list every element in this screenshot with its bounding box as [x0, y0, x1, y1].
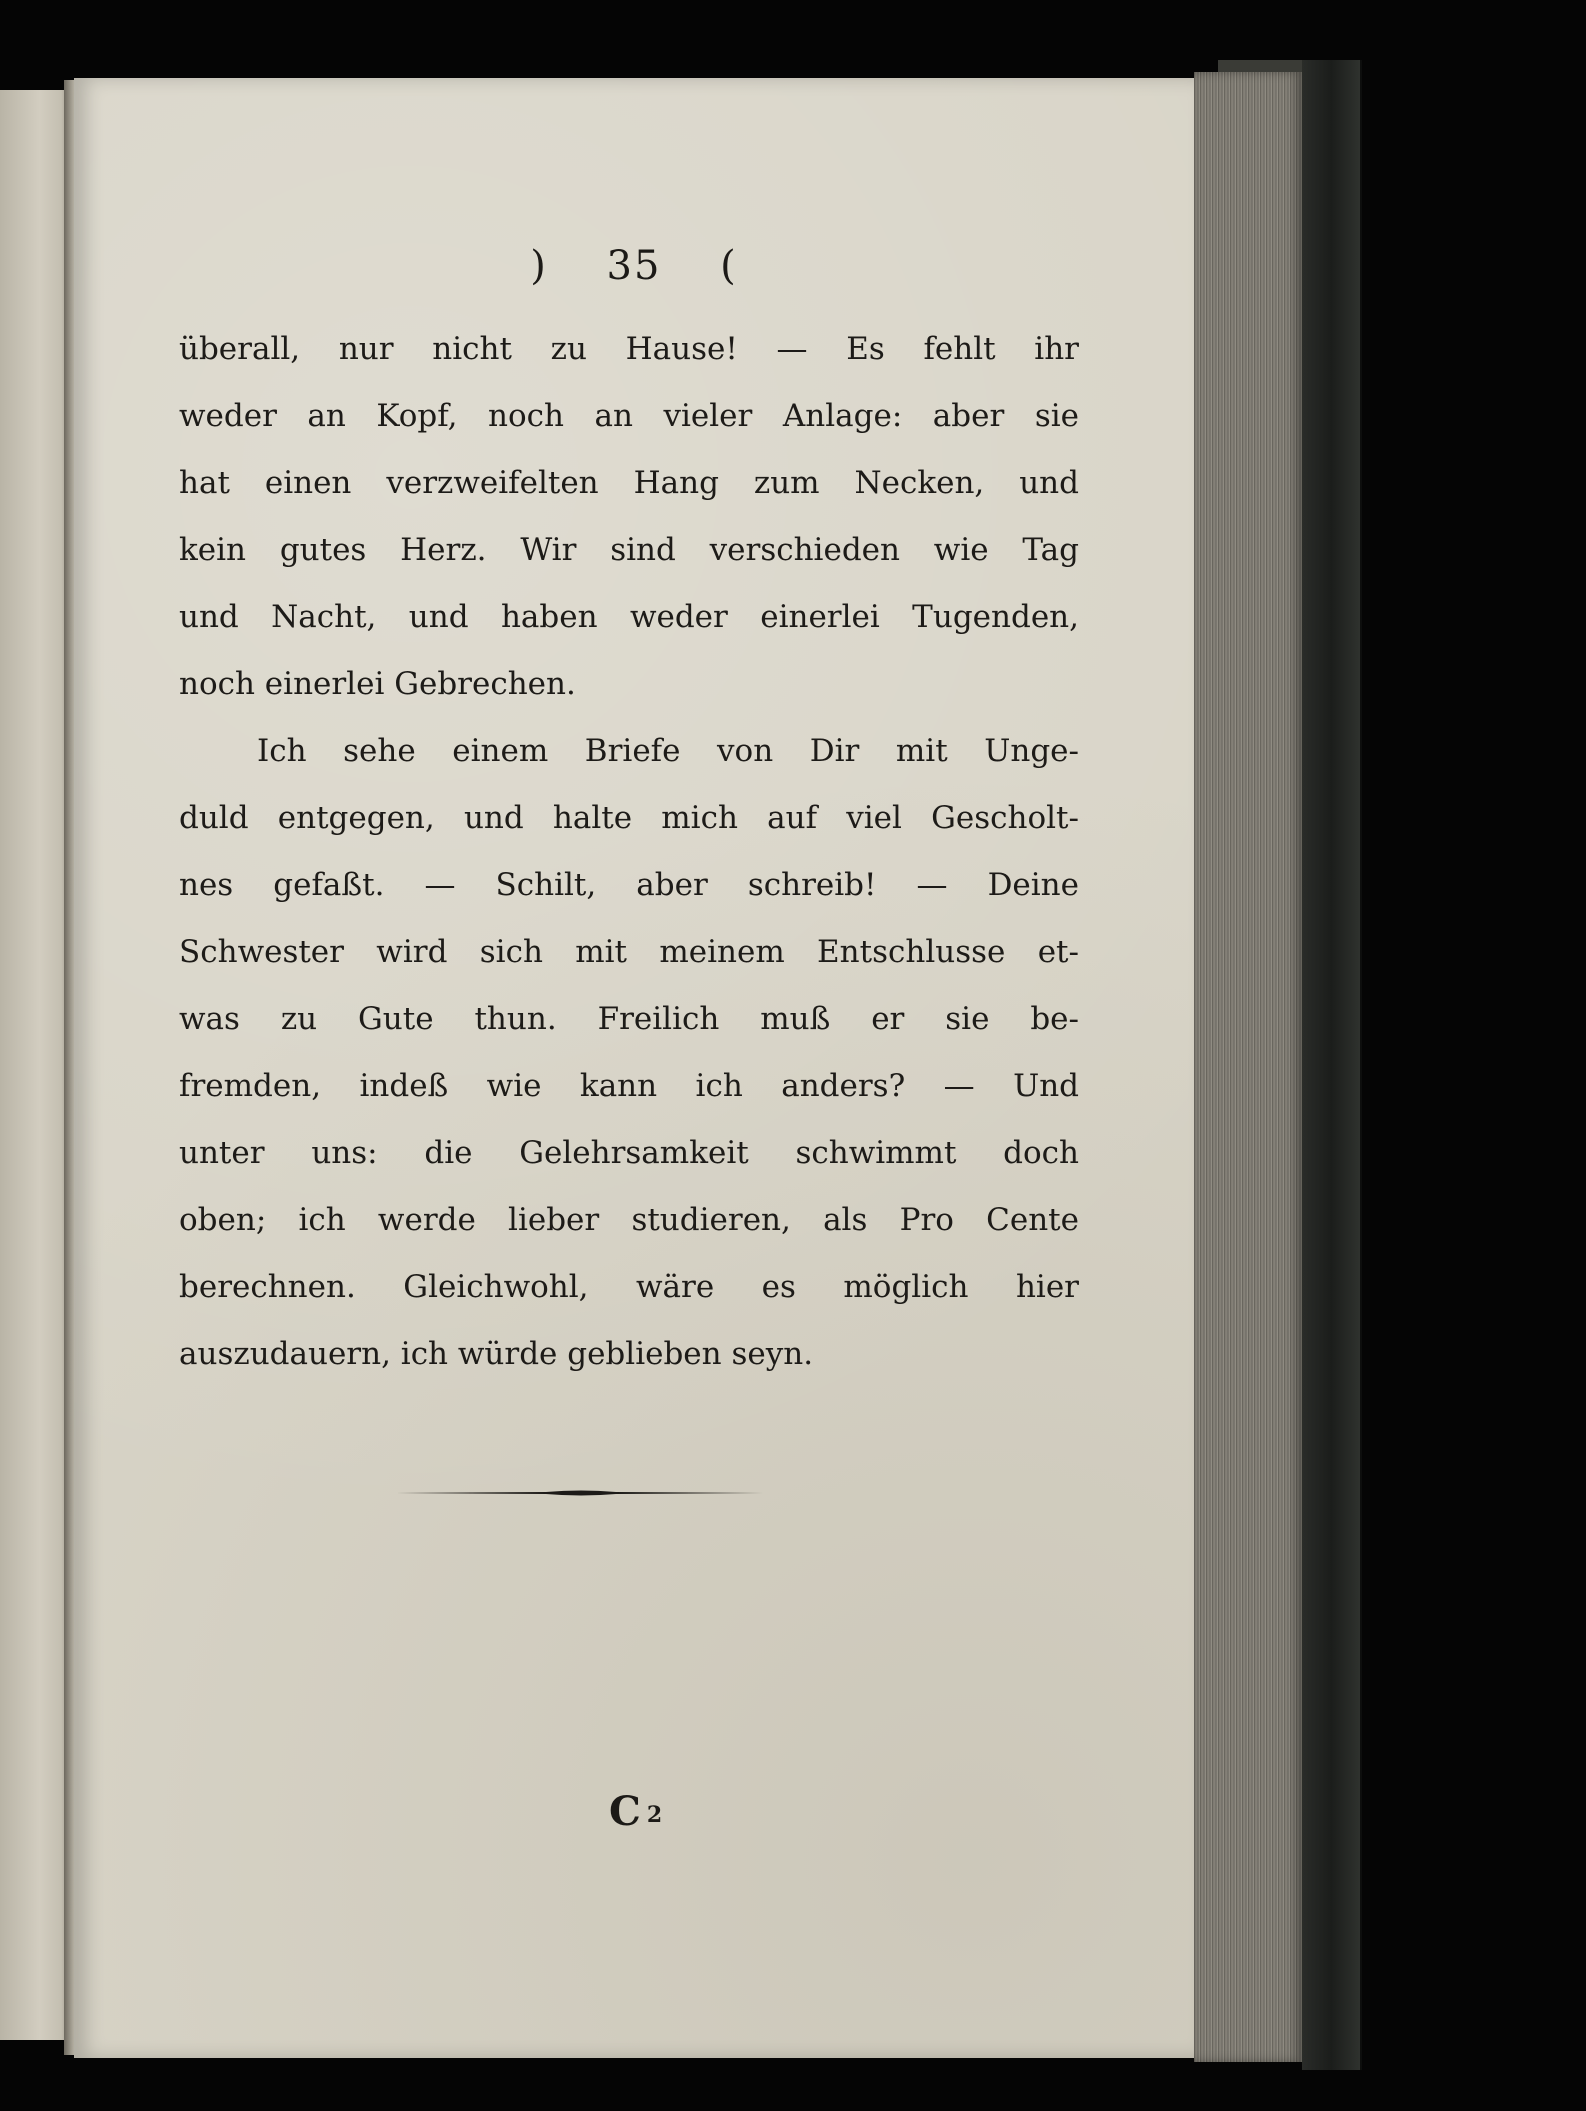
- text-line: unter uns: die Gelehrsamkeit schwimmt doch: [179, 1135, 1079, 1171]
- text-line: nes gefaßt. — Schilt, aber schreib! — Deine: [179, 867, 1079, 903]
- text-line: kein gutes Herz. Wir sind verschieden wie Tag: [179, 532, 1079, 568]
- text-line: oben; ich werde lieber studieren, als Pro Cente: [179, 1202, 1079, 1238]
- signature-number: 2: [646, 1802, 663, 1828]
- previous-page-edge: [0, 90, 72, 2040]
- paragraph-1: [179, 316, 1079, 718]
- book-page: [74, 78, 1194, 2058]
- signature-letter: C: [609, 1788, 641, 1835]
- text-line: und Nacht, und haben weder einerlei Tugenden,: [179, 599, 1079, 635]
- printer-signature-mark: [609, 1788, 662, 1835]
- text-line: Ich sehe einem Briefe von Dir mit Unge-: [257, 733, 1079, 769]
- text-line: hat einen verzweifelten Hang zum Necken, und: [179, 465, 1079, 501]
- text-line: auszudauern, ich würde geblieben seyn.: [179, 1336, 814, 1372]
- text-line: fremden, indeß wie kann ich anders? — Und: [179, 1068, 1079, 1104]
- text-line: noch einerlei Gebrechen.: [179, 666, 576, 702]
- text-line: berechnen. Gleichwohl, wäre es möglich hier: [179, 1269, 1079, 1305]
- book-cover-board: [1302, 60, 1362, 2070]
- header-left-mark: ): [530, 243, 548, 289]
- text-line: Schwester wird sich mit meinem Entschlusse et-: [179, 934, 1079, 970]
- page-number: 35: [606, 243, 662, 289]
- text-line: duld entgegen, und halte mich auf viel Gescholt-: [179, 800, 1079, 836]
- text-line: überall, nur nicht zu Hause! — Es fehlt ihr: [179, 331, 1079, 367]
- end-ornament-rule: [396, 1488, 766, 1498]
- page-block-edges: [1194, 72, 1302, 2062]
- header-right-mark: (: [720, 243, 738, 289]
- text-line: was zu Gute thun. Freilich muß er sie be-: [179, 1001, 1079, 1037]
- body-text: [179, 316, 1079, 1388]
- text-line: weder an Kopf, noch an vieler Anlage: aber sie: [179, 398, 1079, 434]
- running-head: [74, 243, 1194, 289]
- paragraph-2: [179, 718, 1079, 1388]
